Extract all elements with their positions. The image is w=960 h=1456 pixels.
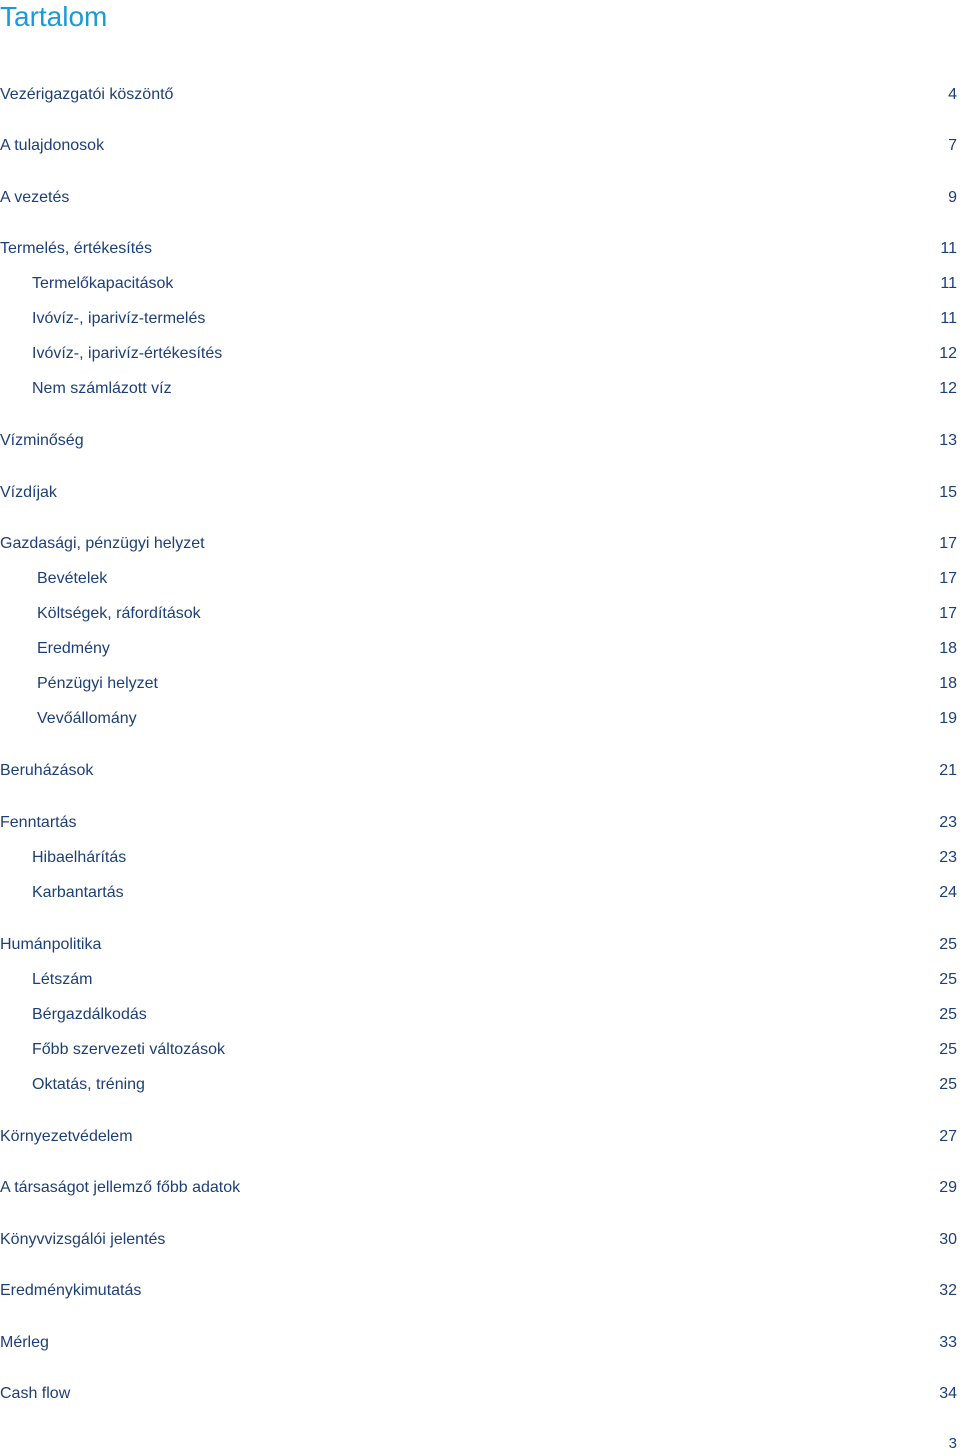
toc-entry-label: Gazdasági, pénzügyi helyzet <box>0 535 205 552</box>
toc-entry-label: A vezetés <box>0 189 70 206</box>
toc-entry-label: Fenntartás <box>0 814 77 831</box>
page-number: 3 <box>948 1435 957 1452</box>
toc-entry-label: Eredmény <box>37 640 110 657</box>
toc-entry-page: 32 <box>939 1282 957 1299</box>
toc-entry-label: Létszám <box>32 971 93 988</box>
toc-entry-page: 17 <box>939 605 957 622</box>
toc-entry[interactable] <box>0 1331 957 1355</box>
toc-entry-page: 11 <box>940 275 957 292</box>
toc-entry-label: Ivóvíz-, iparivíz-termelés <box>32 310 206 327</box>
toc-entry[interactable] <box>0 1279 957 1303</box>
toc-entry-page: 25 <box>939 1076 957 1093</box>
toc-entry[interactable] <box>0 1228 957 1252</box>
toc-entry-page: 24 <box>939 884 957 901</box>
toc-entry-label: Ivóvíz-, iparivíz-értékesítés <box>32 345 223 362</box>
toc-entry[interactable] <box>0 759 957 783</box>
toc-entry[interactable] <box>0 1382 957 1406</box>
toc-entry-page: 23 <box>939 814 957 831</box>
toc-entry-page: 30 <box>939 1231 957 1248</box>
toc-entry[interactable] <box>0 83 957 107</box>
toc-entry-label: Hibaelhárítás <box>32 849 127 866</box>
toc-entry[interactable] <box>0 237 957 261</box>
toc-entry[interactable] <box>0 1073 957 1097</box>
toc-entry-label: Főbb szervezeti változások <box>32 1041 225 1058</box>
toc-entry-page: 4 <box>948 86 957 103</box>
toc-entry[interactable] <box>0 1038 957 1062</box>
toc-entry-label: Vezérigazgatói köszöntő <box>0 86 174 103</box>
toc-entry[interactable] <box>0 134 957 158</box>
toc-entry-label: Karbantartás <box>32 884 124 901</box>
toc-entry-label: Beruházások <box>0 762 94 779</box>
toc-entry[interactable] <box>0 481 957 505</box>
toc-entry-label: Termelés, értékesítés <box>0 240 153 257</box>
toc-entry-label: A társaságot jellemző főbb adatok <box>0 1179 241 1196</box>
toc-entry[interactable] <box>0 968 957 992</box>
toc-entry-label: Humánpolitika <box>0 936 102 953</box>
toc-entry[interactable] <box>0 307 957 331</box>
toc-entry-page: 27 <box>939 1128 957 1145</box>
toc-entry-page: 9 <box>948 189 957 206</box>
toc-entry-page: 34 <box>939 1385 957 1402</box>
toc-entry-label: Pénzügyi helyzet <box>37 675 158 692</box>
toc-entry[interactable] <box>0 881 957 905</box>
toc-entry-label: Könyvvizsgálói jelentés <box>0 1231 166 1248</box>
toc-entry-page: 25 <box>939 936 957 953</box>
toc-entry-label: Vevőállomány <box>37 710 137 727</box>
toc-entry-page: 29 <box>939 1179 957 1196</box>
toc-entry-page: 11 <box>940 310 957 327</box>
toc-entry[interactable] <box>0 933 957 957</box>
toc-entry-label: Nem számlázott víz <box>32 380 172 397</box>
toc-entry[interactable] <box>0 567 957 591</box>
toc-entry-label: Oktatás, tréning <box>32 1076 145 1093</box>
toc-entry-page: 7 <box>948 137 957 154</box>
toc-entry-page: 25 <box>939 1006 957 1023</box>
toc-entry-page: 25 <box>939 971 957 988</box>
toc-entry-label: Cash flow <box>0 1385 71 1402</box>
toc-entry-label: Vízminőség <box>0 432 84 449</box>
toc-entry-page: 17 <box>939 535 957 552</box>
toc-entry-page: 18 <box>939 675 957 692</box>
toc-entry-page: 13 <box>939 432 957 449</box>
toc-entry[interactable] <box>0 707 957 731</box>
toc-entry-page: 11 <box>940 240 957 257</box>
toc-entry[interactable] <box>0 846 957 870</box>
toc-entry-page: 12 <box>939 380 957 397</box>
toc-entry-page: 12 <box>939 345 957 362</box>
toc-entry-page: 17 <box>939 570 957 587</box>
toc-entry[interactable] <box>0 429 957 453</box>
toc-entry-label: Bevételek <box>37 570 108 587</box>
toc-entry-label: Környezetvédelem <box>0 1128 133 1145</box>
toc-entry[interactable] <box>0 602 957 626</box>
toc-entry-label: Eredménykimutatás <box>0 1282 142 1299</box>
toc-entry[interactable] <box>0 272 957 296</box>
toc-entry-label: Mérleg <box>0 1334 49 1351</box>
toc-entry-label: Bérgazdálkodás <box>32 1006 147 1023</box>
toc-entry[interactable] <box>0 811 957 835</box>
toc-entry[interactable] <box>0 637 957 661</box>
toc-entry-page: 15 <box>939 484 957 501</box>
toc-entry[interactable] <box>0 342 957 366</box>
toc-entry[interactable] <box>0 377 957 401</box>
toc-entry-page: 21 <box>939 762 957 779</box>
toc-entry-page: 33 <box>939 1334 957 1351</box>
toc-entry-page: 19 <box>939 710 957 727</box>
toc-entry-label: Költségek, ráfordítások <box>37 605 201 622</box>
toc-entry[interactable] <box>0 1125 957 1149</box>
toc-entry-label: A tulajdonosok <box>0 137 105 154</box>
toc-entry-label: Vízdíjak <box>0 484 57 501</box>
toc-entry[interactable] <box>0 1176 957 1200</box>
toc-entry[interactable] <box>0 186 957 210</box>
toc-entry-page: 25 <box>939 1041 957 1058</box>
toc-entry-page: 18 <box>939 640 957 657</box>
toc-entry-label: Termelőkapacitások <box>32 275 174 292</box>
page-title: Tartalom <box>0 1 108 32</box>
toc-entry[interactable] <box>0 672 957 696</box>
toc-entry[interactable] <box>0 532 957 556</box>
toc-entry[interactable] <box>0 1003 957 1027</box>
toc-entry-page: 23 <box>939 849 957 866</box>
